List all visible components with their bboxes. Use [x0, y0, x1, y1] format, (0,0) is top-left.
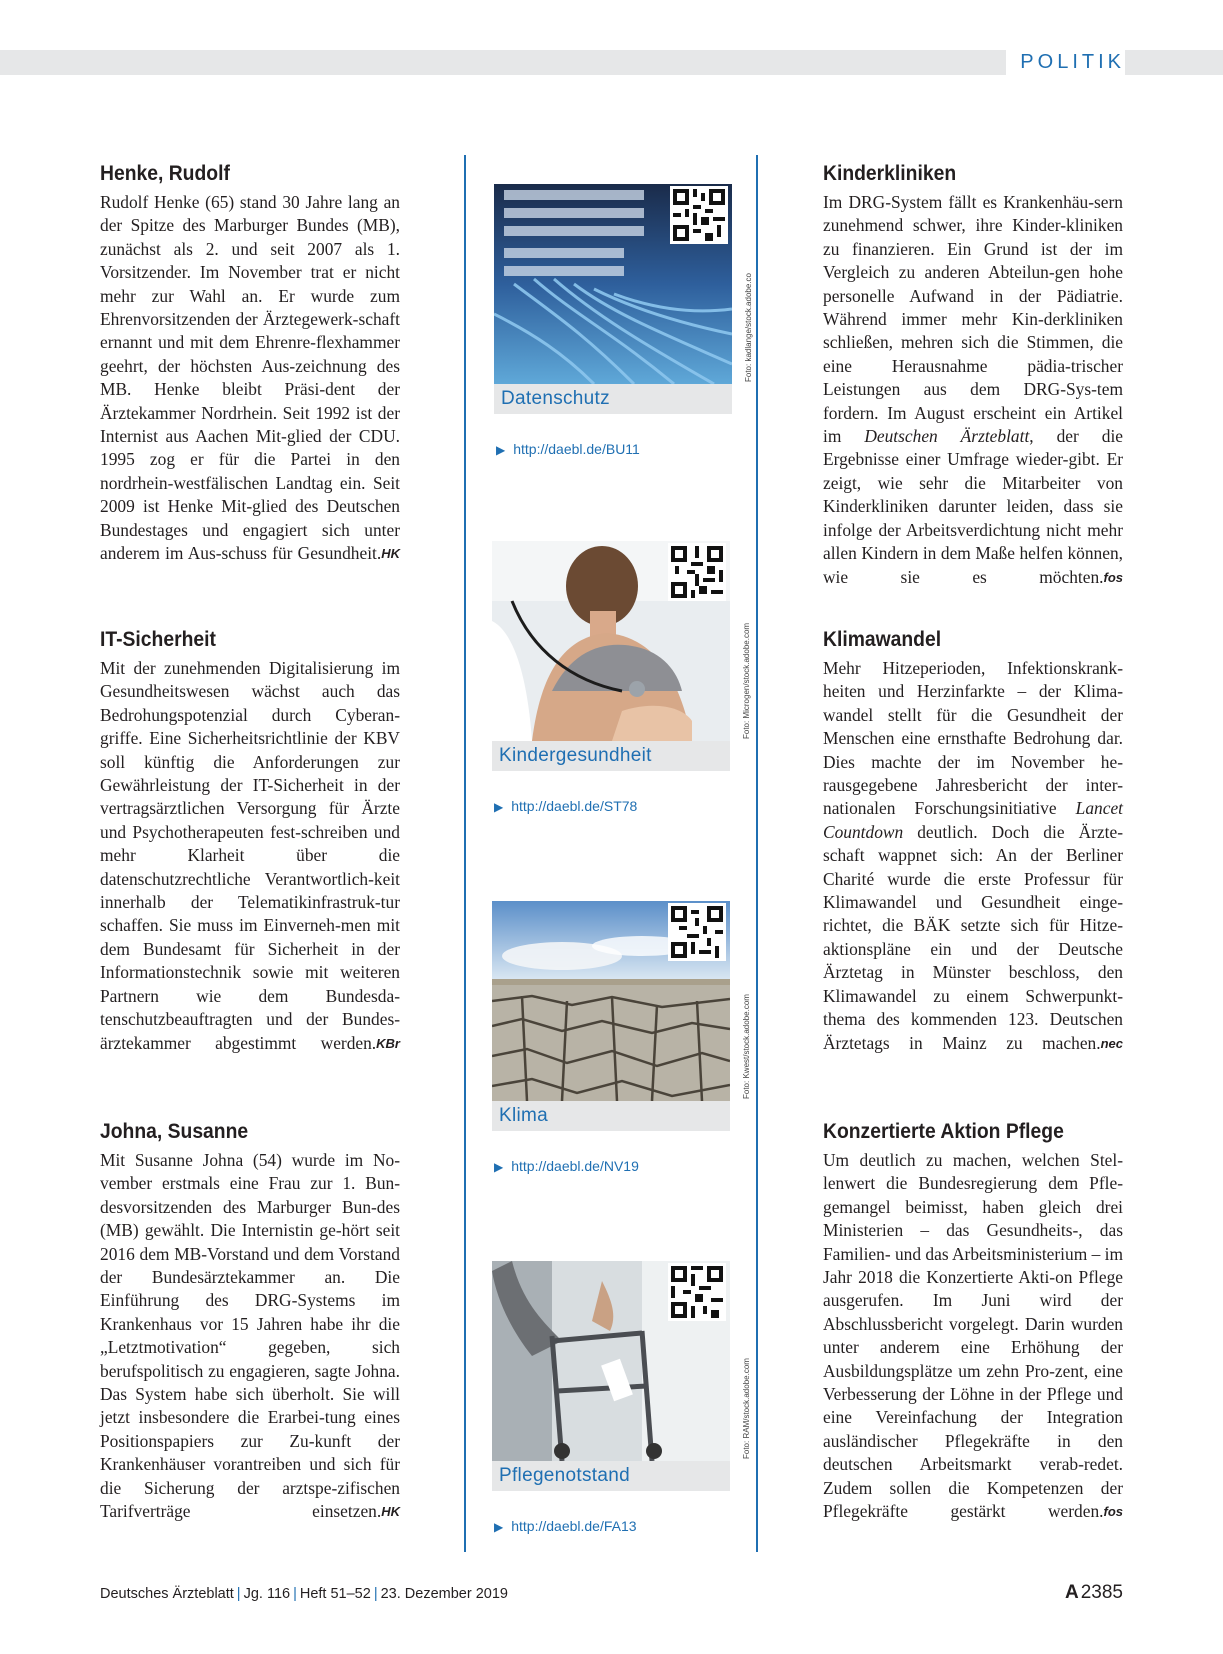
column-rule-right — [756, 155, 758, 1552]
card-kindergesundheit — [492, 541, 751, 841]
photo-server-cables — [494, 184, 732, 384]
author-initials: nec — [1100, 1035, 1123, 1051]
link-url[interactable]: http://daebl.de/FA13 — [511, 1518, 637, 1534]
qr-code[interactable] — [668, 543, 726, 601]
play-arrow-icon: ▶ — [494, 1520, 504, 1534]
article-title: IT-Sicherheit — [100, 628, 216, 651]
article-henke — [100, 160, 400, 566]
journal-volume: Jg. 116 — [243, 1586, 291, 1602]
link-daebl[interactable] — [494, 798, 637, 814]
footer-separator: | — [293, 1586, 297, 1602]
section-label: POLITIK — [1006, 50, 1125, 75]
photo-credit: Foto: Microgen/stock.adobe.com — [742, 622, 751, 739]
photo-credit: Foto: Kwest/stock.adobe.com — [742, 994, 751, 1099]
journal-date: 23. Dezember 2019 — [380, 1586, 508, 1602]
article-title: Henke, Rudolf — [100, 162, 230, 185]
article-johna — [100, 1118, 400, 1524]
caption-bar — [492, 1101, 730, 1131]
article-title: Konzertierte Aktion Pflege — [823, 1120, 1064, 1143]
article-text: Mit der zunehmenden Digitalisierung im Gesundheitswesen wächst auch das Bedrohungspotenzial durch Cyberan-griffe. Eine Sicherheitsrichtlinie der KBV soll künftig die Anforderungen zur Gewährleistung der IT-Sicherheit in der vertragsärztlichen Versorgung für Ärzte und Psychotherapeuten fest-schreiben und mehr Klarheit über die datenschutzrechtliche Verantwortlich-keit innerhalb der Telematikinfrastruk-tur schaffen. Sie muss im Einverneh-men mit dem Bundesamt für Sicherheit in der Informationstechnik sowie mit weiteren Partnern wie dem Bundesda-tenschutzbeauftragten und der Bundes-ärztekammer abgestimmt werden. KBr — [100, 658, 400, 1053]
card-caption: Klima — [499, 1105, 549, 1126]
link-daebl[interactable] — [494, 1158, 639, 1174]
link-url[interactable]: http://daebl.de/ST78 — [511, 798, 638, 814]
play-arrow-icon: ▶ — [494, 1160, 504, 1174]
qr-code[interactable] — [668, 1263, 726, 1321]
article-text: Rudolf Henke (65) stand 30 Jahre lang an der Spitze des Marburger Bundes (MB), zunächst als 2. und seit 2007 als 1. Vorsitzender. Im November trat er nicht mehr zur Wahl an. Er wurde zum Ehrenvorsitzenden der Ärztegewerk-schaft ernannt und mit dem Ehrenre-flexhammer geehrt, der höchsten Aus-zeichnung des MB. Henke bleibt Präsi-dent der Ärztekammer Nordrhein. Seit 1992 ist der Internist aus Aachen Mit-glied der CDU. 1995 zog er für die Partei in den nordrhein-westfälischen Landtag ein. Seit 2009 ist Henke Mit-glied des Deutschen Bundestages und engagiert sich unter anderem im Aus-schuss für Gesundheit. HK — [100, 192, 400, 564]
section-bar — [0, 50, 1223, 75]
page-number: A 2385 — [1064, 1582, 1123, 1603]
caption-bar — [494, 384, 732, 414]
article-klimawandel — [823, 626, 1123, 1055]
card-pflegenotstand — [492, 1261, 751, 1561]
author-initials: fos — [1103, 569, 1123, 585]
card-klima — [492, 901, 751, 1201]
card-caption: Pflegenotstand — [499, 1465, 630, 1486]
link-url[interactable]: http://daebl.de/NV19 — [511, 1158, 639, 1174]
author-initials: KBr — [376, 1035, 400, 1051]
column-rule-left — [464, 155, 466, 1552]
article-kinderkliniken — [823, 160, 1123, 589]
article-it-sicherheit — [100, 626, 400, 1055]
page-footer — [100, 1582, 1123, 1603]
card-datenschutz — [494, 184, 753, 484]
article-text: Mit Susanne Johna (54) wurde im No-vember erstmals eine Frau zur 1. Bun-desvorsitzenden des Marburger Bun-des (MB) gewählt. Die Internistin ge-hört seit 2016 dem MB-Vorstand und dem Vorstand der Bundesärztekammer an. Die Einführung des DRG-Systems im Krankenhaus vor 15 Jahren habe ihr die „Letztmotivation“ gegeben, sich berufspolitisch zu engagieren, sagte Johna. Das System habe sich überholt. Sie will jetzt insbesondere die Erarbei-tung eines Positionspapiers zur Zu-kunft der Krankenhäuser vorantreiben und sich für die Sicherung der arztspe-zifischen Tarifverträge einsetzen. HK — [100, 1150, 400, 1522]
card-caption: Datenschutz — [501, 388, 610, 409]
photo-walker — [492, 1261, 730, 1461]
caption-bar — [492, 741, 730, 771]
link-daebl[interactable] — [496, 441, 640, 457]
link-daebl[interactable] — [494, 1518, 637, 1534]
article-title: Kinderkliniken — [823, 162, 957, 185]
article-text: Mehr Hitzeperioden, Infektionskrank-heiten und Herzinfarkte – der Klima-wandel stellt für die Gesundheit der Menschen eine ernsthafte Bedrohung dar. Dies machte der im November he-rausgegebene Jahresbericht der inter-nationalen Forschungsinitiative Lancet Countdown deutlich. Doch die Ärzte-schaft wappnet sich: An der Berliner Charité wurde die erste Professur für Klimawandel und Gesundheit einge-richtet, die BÄK setzte sich für Hitze-aktionspläne ein und der Deutsche Ärztetag in Münster beschloss, den Klimawandel zu einem Schwerpunkt-thema des kommenden 123. Deutschen Ärztetags in Mainz zu machen. nec — [823, 658, 1123, 1053]
article-title: Johna, Susanne — [100, 1120, 249, 1143]
photo-child-stethoscope — [492, 541, 730, 741]
play-arrow-icon: ▶ — [494, 800, 504, 814]
journal-issue: Heft 51–52 — [299, 1586, 371, 1602]
page-prefix: A — [1064, 1582, 1079, 1603]
article-konzertierte-aktion-pflege — [823, 1118, 1123, 1524]
journal-name: Deutsches Ärzteblatt — [100, 1586, 234, 1602]
footer-separator: | — [236, 1586, 241, 1602]
qr-code[interactable] — [670, 186, 728, 244]
play-arrow-icon: ▶ — [496, 443, 506, 457]
author-initials: fos — [1103, 1504, 1123, 1520]
qr-code[interactable] — [668, 903, 726, 961]
footer-separator: | — [373, 1586, 378, 1602]
card-caption: Kindergesundheit — [499, 745, 652, 766]
photo-credit: Foto: RAM/stock.adobe.com — [742, 1358, 751, 1459]
author-initials: HK — [381, 1504, 400, 1520]
link-url[interactable]: http://daebl.de/BU11 — [513, 441, 640, 457]
photo-dry-earth — [492, 901, 730, 1101]
article-title: Klimawandel — [823, 628, 942, 651]
author-initials: HK — [381, 546, 400, 562]
article-text: Um deutlich zu machen, welchen Stel-lenwert die Bundesregierung dem Pfle-gemangel beimisst, haben gleich drei Ministerien – das Gesundheits-, das Familien- und das Arbeitsministerium – im Jahr 2018 die Konzertierte Akti-on Pflege ausgerufen. Im Juni wird der Abschlussbericht vorgelegt. Darin wurden unter anderem eine Erhöhung der Ausbildungsplätze um zehn Pro-zent, eine Verbesserung der Löhne in der Pflege und eine Vereinfachung der Integration ausländischer Pflegekräfte in den deutschen Arbeitsmarkt verab-redet. Zudem sollen die Kompetenzen der Pflegekräfte gestärkt werden. fos — [823, 1150, 1123, 1522]
photo-credit: Foto: kadlange/stock.adobe.co — [744, 273, 753, 382]
caption-bar — [492, 1461, 730, 1491]
article-text: Im DRG-System fällt es Krankenhäu-sern zunehmend schwer, ihre Kinder-kliniken zu finanzieren. Ein Grund ist der im Vergleich zu anderen Abteilun-gen hohe personelle Aufwand in der Pädiatrie. Während immer mehr Kin-derkliniken schließen, mehren sich die Stimmen, die eine Herausnahme pädia-trischer Leistungen aus dem DRG-Sys-tem fordern. Im August erscheint ein Artikel im Deutschen Ärzteblatt, der die Ergebnisse einer Umfrage wieder-gibt. Er zeigt, wie sehr die Mitarbeiter von Kinderkliniken darunter leiden, dass sie infolge der Arbeitsverdichtung nicht mehr allen Kindern in dem Maße helfen können, wie sie es möchten. fos — [823, 192, 1123, 587]
